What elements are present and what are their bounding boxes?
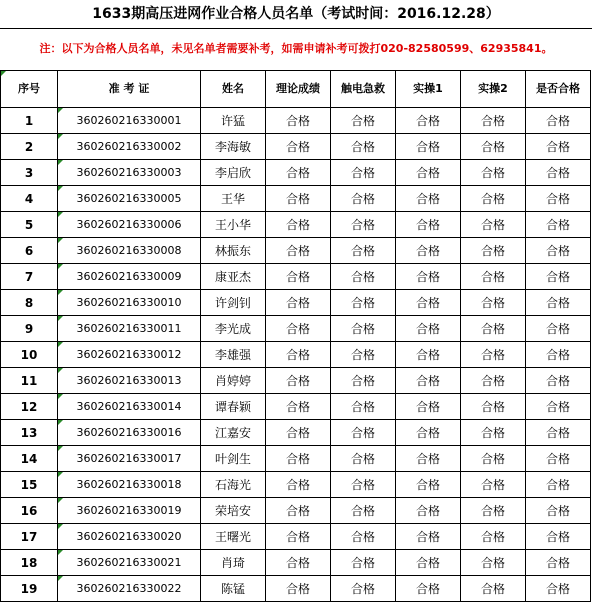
cell-op2: 合格: [461, 342, 526, 368]
cell-pass: 合格: [526, 524, 591, 550]
cell-name: 王华: [201, 186, 266, 212]
cell-theory: 合格: [266, 160, 331, 186]
cell-ticket: 360260216330022: [58, 576, 201, 602]
cell-shock: 合格: [331, 108, 396, 134]
cell-pass: 合格: [526, 238, 591, 264]
cell-seq: 8: [1, 290, 58, 316]
cell-pass: 合格: [526, 368, 591, 394]
cell-op1: 合格: [396, 498, 461, 524]
cell-ticket: 360260216330009: [58, 264, 201, 290]
cell-pass: 合格: [526, 290, 591, 316]
header-name: 姓名: [201, 71, 266, 108]
cell-seq: 19: [1, 576, 58, 602]
cell-ticket: 360260216330018: [58, 472, 201, 498]
cell-theory: 合格: [266, 342, 331, 368]
cell-theory: 合格: [266, 576, 331, 602]
cell-op2: 合格: [461, 524, 526, 550]
cell-theory: 合格: [266, 212, 331, 238]
cell-theory: 合格: [266, 472, 331, 498]
cell-op1: 合格: [396, 550, 461, 576]
header-shock: 触电急救: [331, 71, 396, 108]
cell-seq: 10: [1, 342, 58, 368]
header-op1: 实操1: [396, 71, 461, 108]
table-row: [1, 134, 591, 160]
cell-shock: 合格: [331, 550, 396, 576]
cell-shock: 合格: [331, 316, 396, 342]
cell-shock: 合格: [331, 368, 396, 394]
cell-theory: 合格: [266, 550, 331, 576]
cell-pass: 合格: [526, 446, 591, 472]
cell-name: 陈锰: [201, 576, 266, 602]
cell-op2: 合格: [461, 264, 526, 290]
cell-op2: 合格: [461, 446, 526, 472]
cell-name: 荣培安: [201, 498, 266, 524]
cell-theory: 合格: [266, 238, 331, 264]
cell-shock: 合格: [331, 394, 396, 420]
cell-op1: 合格: [396, 342, 461, 368]
cell-shock: 合格: [331, 446, 396, 472]
cell-theory: 合格: [266, 290, 331, 316]
table-row: [1, 420, 591, 446]
cell-seq: 14: [1, 446, 58, 472]
header-theory: 理论成绩: [266, 71, 331, 108]
cell-pass: 合格: [526, 160, 591, 186]
cell-op1: 合格: [396, 368, 461, 394]
cell-name: 李光成: [201, 316, 266, 342]
cell-op1: 合格: [396, 472, 461, 498]
results-table: [0, 70, 591, 602]
cell-theory: 合格: [266, 498, 331, 524]
cell-name: 王小华: [201, 212, 266, 238]
cell-seq: 12: [1, 394, 58, 420]
cell-op2: 合格: [461, 498, 526, 524]
cell-pass: 合格: [526, 316, 591, 342]
cell-theory: 合格: [266, 446, 331, 472]
cell-op2: 合格: [461, 290, 526, 316]
cell-ticket: 360260216330016: [58, 420, 201, 446]
cell-theory: 合格: [266, 186, 331, 212]
cell-ticket: 360260216330013: [58, 368, 201, 394]
table-row: [1, 108, 591, 134]
cell-name: 李海敏: [201, 134, 266, 160]
cell-shock: 合格: [331, 186, 396, 212]
cell-ticket: 360260216330005: [58, 186, 201, 212]
table-row: [1, 446, 591, 472]
cell-pass: 合格: [526, 134, 591, 160]
cell-ticket: 360260216330020: [58, 524, 201, 550]
cell-shock: 合格: [331, 264, 396, 290]
cell-ticket: 360260216330014: [58, 394, 201, 420]
cell-theory: 合格: [266, 524, 331, 550]
cell-op1: 合格: [396, 108, 461, 134]
cell-ticket: 360260216330008: [58, 238, 201, 264]
cell-op1: 合格: [396, 212, 461, 238]
header-ticket: 准 考 证: [58, 71, 201, 108]
cell-theory: 合格: [266, 108, 331, 134]
cell-op2: 合格: [461, 576, 526, 602]
cell-op1: 合格: [396, 160, 461, 186]
cell-seq: 6: [1, 238, 58, 264]
cell-pass: 合格: [526, 264, 591, 290]
cell-name: 叶剑生: [201, 446, 266, 472]
table-row: [1, 394, 591, 420]
cell-op2: 合格: [461, 212, 526, 238]
cell-shock: 合格: [331, 160, 396, 186]
cell-seq: 13: [1, 420, 58, 446]
table-row: [1, 186, 591, 212]
cell-op2: 合格: [461, 316, 526, 342]
cell-op2: 合格: [461, 472, 526, 498]
table-row: [1, 368, 591, 394]
table-row: [1, 472, 591, 498]
cell-op2: 合格: [461, 238, 526, 264]
header-pass: 是否合格: [526, 71, 591, 108]
cell-seq: 4: [1, 186, 58, 212]
cell-pass: 合格: [526, 212, 591, 238]
cell-theory: 合格: [266, 368, 331, 394]
cell-seq: 3: [1, 160, 58, 186]
cell-ticket: 360260216330002: [58, 134, 201, 160]
table-header-row: [1, 71, 591, 108]
cell-pass: 合格: [526, 420, 591, 446]
table-row: [1, 238, 591, 264]
cell-name: 许猛: [201, 108, 266, 134]
cell-theory: 合格: [266, 394, 331, 420]
cell-shock: 合格: [331, 212, 396, 238]
cell-shock: 合格: [331, 420, 396, 446]
cell-theory: 合格: [266, 134, 331, 160]
cell-ticket: 360260216330012: [58, 342, 201, 368]
cell-op1: 合格: [396, 134, 461, 160]
cell-theory: 合格: [266, 420, 331, 446]
cell-pass: 合格: [526, 108, 591, 134]
table-row: [1, 290, 591, 316]
table-row: [1, 160, 591, 186]
cell-name: 肖婷婷: [201, 368, 266, 394]
cell-seq: 5: [1, 212, 58, 238]
table-row: [1, 550, 591, 576]
cell-op2: 合格: [461, 186, 526, 212]
cell-op1: 合格: [396, 394, 461, 420]
cell-seq: 1: [1, 108, 58, 134]
cell-name: 王曙光: [201, 524, 266, 550]
table-row: [1, 342, 591, 368]
cell-name: 李雄强: [201, 342, 266, 368]
cell-pass: 合格: [526, 550, 591, 576]
header-seq: 序号: [1, 71, 58, 108]
table-row: [1, 264, 591, 290]
table-row: [1, 524, 591, 550]
cell-pass: 合格: [526, 342, 591, 368]
cell-op2: 合格: [461, 134, 526, 160]
cell-pass: 合格: [526, 498, 591, 524]
cell-op1: 合格: [396, 290, 461, 316]
cell-op1: 合格: [396, 264, 461, 290]
page-title: 1633期高压进网作业合格人员名单（考试时间：2016.12.28）: [0, 0, 592, 29]
cell-op1: 合格: [396, 186, 461, 212]
cell-seq: 7: [1, 264, 58, 290]
cell-op1: 合格: [396, 576, 461, 602]
cell-shock: 合格: [331, 524, 396, 550]
cell-seq: 11: [1, 368, 58, 394]
cell-shock: 合格: [331, 472, 396, 498]
cell-pass: 合格: [526, 576, 591, 602]
cell-op1: 合格: [396, 238, 461, 264]
cell-theory: 合格: [266, 316, 331, 342]
cell-seq: 17: [1, 524, 58, 550]
cell-op2: 合格: [461, 394, 526, 420]
cell-name: 谭春颖: [201, 394, 266, 420]
cell-op1: 合格: [396, 524, 461, 550]
cell-ticket: 360260216330003: [58, 160, 201, 186]
cell-theory: 合格: [266, 264, 331, 290]
table-row: [1, 576, 591, 602]
cell-seq: 9: [1, 316, 58, 342]
cell-op1: 合格: [396, 316, 461, 342]
cell-ticket: 360260216330019: [58, 498, 201, 524]
cell-shock: 合格: [331, 134, 396, 160]
cell-op2: 合格: [461, 368, 526, 394]
notice-text: 注：以下为合格人员名单，未见名单者需要补考，如需申请补考可拨打020-82580599、62935841。: [39, 42, 553, 55]
cell-shock: 合格: [331, 342, 396, 368]
cell-op1: 合格: [396, 420, 461, 446]
header-op2: 实操2: [461, 71, 526, 108]
cell-name: 肖琦: [201, 550, 266, 576]
table-row: [1, 498, 591, 524]
cell-seq: 2: [1, 134, 58, 160]
cell-pass: 合格: [526, 394, 591, 420]
cell-ticket: 360260216330010: [58, 290, 201, 316]
cell-name: 许剑钊: [201, 290, 266, 316]
cell-ticket: 360260216330021: [58, 550, 201, 576]
cell-op2: 合格: [461, 550, 526, 576]
cell-op2: 合格: [461, 160, 526, 186]
table-row: [1, 316, 591, 342]
cell-pass: 合格: [526, 186, 591, 212]
cell-seq: 15: [1, 472, 58, 498]
cell-op2: 合格: [461, 420, 526, 446]
table-row: [1, 212, 591, 238]
cell-shock: 合格: [331, 238, 396, 264]
cell-name: 林振东: [201, 238, 266, 264]
cell-shock: 合格: [331, 290, 396, 316]
cell-seq: 16: [1, 498, 58, 524]
cell-shock: 合格: [331, 498, 396, 524]
cell-ticket: 360260216330011: [58, 316, 201, 342]
cell-ticket: 360260216330006: [58, 212, 201, 238]
cell-shock: 合格: [331, 576, 396, 602]
cell-ticket: 360260216330017: [58, 446, 201, 472]
cell-pass: 合格: [526, 472, 591, 498]
cell-name: 李启欣: [201, 160, 266, 186]
cell-op1: 合格: [396, 446, 461, 472]
cell-name: 康亚杰: [201, 264, 266, 290]
cell-ticket: 360260216330001: [58, 108, 201, 134]
cell-name: 江嘉安: [201, 420, 266, 446]
cell-op2: 合格: [461, 108, 526, 134]
cell-seq: 18: [1, 550, 58, 576]
cell-name: 石海光: [201, 472, 266, 498]
